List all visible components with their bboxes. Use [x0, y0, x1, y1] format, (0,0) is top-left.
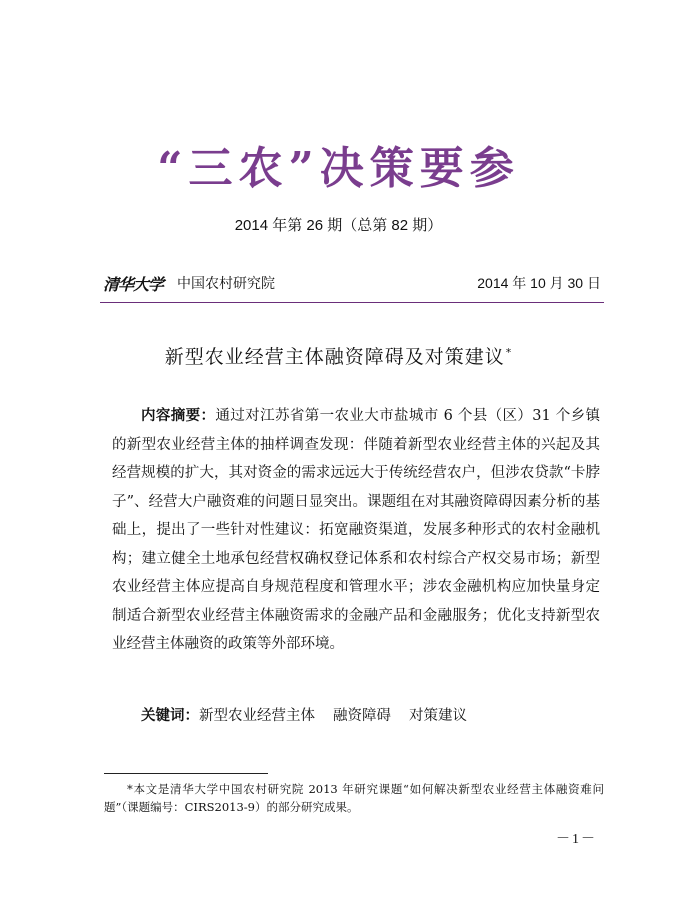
- header-divider: [100, 302, 604, 303]
- university-logo: 清华大学: [103, 275, 164, 294]
- institute-name: 中国农村研究院: [177, 276, 275, 292]
- keyword-item: 融资障碍: [333, 708, 391, 724]
- keyword-item: 对策建议: [409, 708, 467, 724]
- footnote-divider: [104, 773, 268, 774]
- header-row: [103, 272, 601, 294]
- abstract-label: 内容摘要：: [141, 408, 216, 424]
- masthead-title: “三农”决策要参: [157, 143, 520, 194]
- publish-date: 2014 年 10 月 30 日: [477, 275, 601, 291]
- abstract-text: 通过对江苏省第一农业大市盐城市 6 个县（区）31 个乡镇的新型农业经营主体的抽样调查发现：伴随着新型农业经营主体的兴起及其经营规模的扩大，其对资金的需求远远大于传统经营农户，但涉农贷款“卡脖子”、经营大户融资难的问题日显突出。课题组在对其融资障碍因素分析的基础上，提出了一些针对性建议：拓宽融资渠道，发展多种形式的农村金融机构；建立健全土地承包经营权确权登记体系和农村综合产权交易市场；新型农业经营主体应提高自身规范程度和管理水平；涉农金融机构应加快量身定制适合新型农业经营主体融资需求的金融产品和金融服务；优化支持新型农业经营主体融资的政策等外部环境。: [112, 408, 600, 652]
- article-title-text: 新型农业经营主体融资障碍及对策建议: [164, 346, 505, 368]
- issue-number: 2014 年第 26 期（总第 82 期）: [234, 217, 443, 234]
- keywords-line: [112, 704, 600, 725]
- page-number: －1－: [556, 832, 597, 847]
- keywords-label: 关键词：: [141, 708, 199, 724]
- footnote: *本文是清华大学中国农村研究院 2013 年研究课题“如何解决新型农业经营主体融资难问题”（课题编号：CIRS2013-9）的部分研究成果。: [104, 782, 604, 814]
- title-footnote-mark: *: [505, 345, 513, 359]
- keyword-item: 新型农业经营主体: [199, 708, 315, 724]
- abstract-paragraph: [112, 402, 600, 659]
- article-title: [0, 342, 677, 369]
